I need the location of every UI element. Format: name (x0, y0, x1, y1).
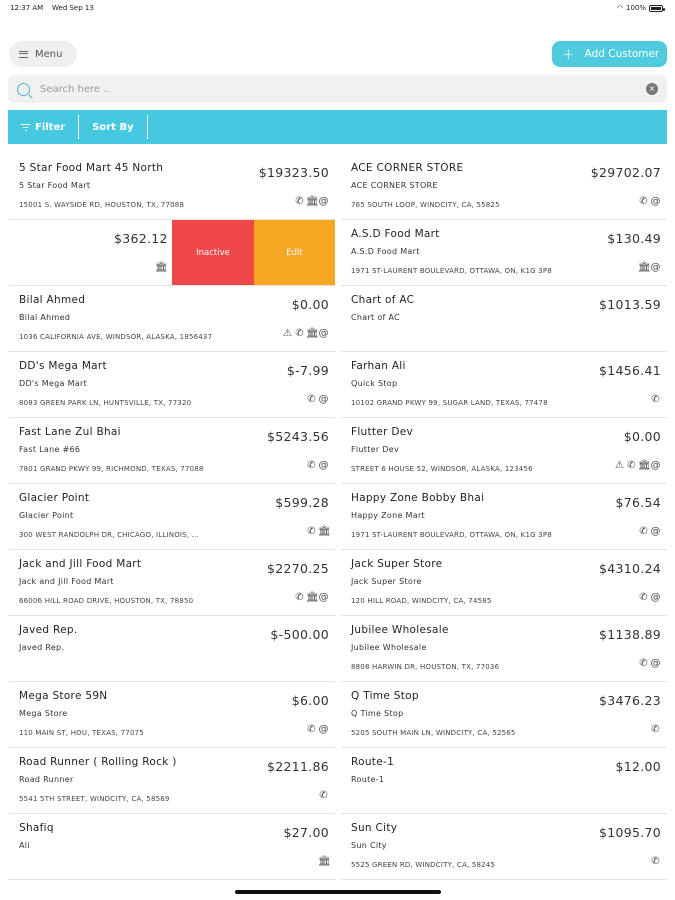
customer-business: Happy Zone Mart (351, 511, 425, 520)
customer-column-right (341, 154, 667, 880)
sort-by-label: Sort By (92, 121, 134, 133)
email-icon[interactable]: @ (650, 658, 661, 669)
customer-balance: $4310.24 (598, 561, 661, 576)
customer-name: Javed Rep. (19, 624, 78, 636)
customer-address: 15001 S. WAYSIDE RD, HOUSTON, TX, 77088 (19, 201, 185, 209)
customer-business: Glacier Point (19, 511, 74, 520)
customer-business: Fast Lane #66 (19, 445, 81, 454)
bank-icon[interactable]: 🏛 (318, 526, 331, 537)
customer-name: Jack Super Store (351, 558, 443, 570)
search-input[interactable] (40, 84, 600, 95)
customer-business: Jubilee Wholesale (351, 643, 427, 652)
phone-icon[interactable]: ✆ (639, 526, 648, 537)
contact-icons (650, 724, 661, 735)
customer-card[interactable] (9, 220, 335, 286)
sort-by-button[interactable] (79, 115, 147, 139)
customer-address: 8808 HARWIN DR, HOUSTON, TX, 77036 (351, 663, 500, 671)
customer-address: 300 WEST RANDOLPH DR, CHICAGO, ILLINOIS, ... (19, 531, 199, 539)
customer-name: Road Runner ( Rolling Rock ) (19, 756, 177, 768)
customer-address: 7801 GRAND PKWY 99, RICHMOND, TEXAS, 77088 (19, 465, 204, 473)
contact-icons (638, 592, 661, 603)
phone-icon[interactable]: ✆ (295, 592, 304, 603)
email-icon[interactable]: @ (318, 394, 329, 405)
hamburger-icon (19, 51, 28, 58)
customer-business: Route-1 (351, 775, 385, 784)
customer-name: Jack and Jill Food Mart (19, 558, 142, 570)
customer-card[interactable] (341, 814, 667, 880)
contact-icons (155, 262, 166, 273)
phone-icon[interactable]: ✆ (639, 592, 648, 603)
customer-balance: $2270.25 (266, 561, 329, 576)
customer-business: Jack and Jill Food Mart (19, 577, 114, 586)
customer-balance: $6.00 (291, 693, 329, 708)
email-icon[interactable]: @ (318, 196, 329, 207)
customer-balance: $0.00 (623, 429, 661, 444)
status-bar (0, 0, 675, 18)
menu-button[interactable] (9, 41, 77, 67)
customer-business: ACE CORNER STORE (351, 181, 438, 190)
customer-business: Chart of AC (351, 313, 400, 322)
customer-name: Sun City (351, 822, 398, 834)
contact-icons (638, 658, 661, 669)
contact-icons (638, 262, 661, 273)
customer-balance: $0.00 (291, 297, 329, 312)
bank-icon[interactable]: 🏛 (306, 328, 319, 339)
customer-address: 5541 5TH STREET, WINDCITY, CA, 58569 (19, 795, 170, 803)
customer-name: Bilal Ahmed (19, 294, 86, 306)
customer-balance: $3476.23 (598, 693, 661, 708)
customer-name: Fast Lane Zul Bhai (19, 426, 121, 438)
contact-icons (306, 724, 329, 735)
customer-card[interactable] (9, 484, 335, 550)
phone-icon[interactable]: ✆ (639, 658, 648, 669)
customer-name: Shafiq (19, 822, 54, 834)
plus-icon: + (562, 44, 575, 63)
customer-balance: $362.12 (114, 231, 168, 246)
filter-button[interactable] (8, 115, 79, 139)
home-indicator (235, 890, 441, 894)
filter-icon (21, 124, 30, 131)
status-right (617, 4, 663, 12)
contact-icons (638, 526, 661, 537)
customer-card[interactable] (341, 286, 667, 352)
add-customer-label: Add Customer (584, 48, 660, 60)
filter-label: Filter (35, 121, 66, 133)
customer-business: 5 Star Food Mart (19, 181, 91, 190)
phone-icon[interactable]: ✆ (627, 460, 636, 471)
customer-address: 765 SOUTH LOOP, WINDCITY, CA, 55825 (351, 201, 500, 209)
bank-icon[interactable]: 🏛 (638, 460, 651, 471)
customer-business: Sun City (351, 841, 387, 850)
phone-icon[interactable]: ✆ (307, 724, 316, 735)
contact-icons (614, 460, 661, 471)
customer-card[interactable] (341, 748, 667, 814)
customer-balance: $1013.59 (598, 297, 661, 312)
customer-business: Bilal Ahmed (19, 313, 71, 322)
customer-business: Mega Store (19, 709, 68, 718)
customer-balance: $130.49 (607, 231, 661, 246)
inactive-button[interactable]: Inactive (172, 220, 254, 285)
email-icon[interactable]: @ (650, 526, 661, 537)
customer-balance: $27.00 (283, 825, 329, 840)
customer-name: Mega Store 59N (19, 690, 108, 702)
phone-icon[interactable]: ✆ (307, 394, 316, 405)
customer-business: Jack Super Store (351, 577, 422, 586)
customer-balance: $5243.56 (266, 429, 329, 444)
customer-name: Q Time Stop (351, 690, 419, 702)
customer-card[interactable] (9, 616, 335, 682)
clear-icon[interactable]: × (646, 83, 658, 95)
customer-card[interactable] (9, 682, 335, 748)
customer-address: 120 HILL ROAD, WINDCITY, CA, 74585 (351, 597, 492, 605)
customer-card[interactable] (9, 814, 335, 880)
phone-icon[interactable]: ✆ (639, 196, 648, 207)
contact-icons (638, 196, 661, 207)
wifi-icon: ◠ (616, 4, 623, 12)
customer-card[interactable] (341, 220, 667, 286)
customer-business: Ali (19, 841, 30, 850)
phone-icon[interactable]: ✆ (651, 724, 660, 735)
contact-icons (294, 196, 329, 207)
customer-address: 8083 GREEN PARK LN, HUNTSVILLE, TX, 77320 (19, 399, 192, 407)
customer-balance: $76.54 (615, 495, 661, 510)
customer-address: 5525 GREEN RD, WINDCITY, CA, 58245 (351, 861, 496, 869)
customer-address: STREET 6 HOUSE 52, WINDSOR, ALASKA, 123456 (351, 465, 533, 473)
customer-name: Route-1 (351, 756, 395, 768)
email-icon[interactable]: @ (650, 592, 661, 603)
battery-percent: 100% (625, 4, 646, 12)
phone-icon[interactable]: ✆ (651, 394, 660, 405)
bank-icon[interactable]: 🏛 (306, 196, 319, 207)
bank-icon[interactable]: 🏛 (306, 592, 319, 603)
customer-business: Quick Stop (351, 379, 398, 388)
customer-card[interactable] (9, 418, 335, 484)
customer-business: DD's Mega Mart (19, 379, 88, 388)
customer-card[interactable] (9, 286, 335, 352)
battery-icon (649, 5, 663, 12)
bank-icon[interactable]: 🏛 (638, 262, 651, 273)
contact-icons (650, 394, 661, 405)
customer-business: A.S.D Food Mart (351, 247, 420, 256)
email-icon[interactable]: @ (318, 460, 329, 471)
customer-balance: $-7.99 (286, 363, 329, 378)
contact-icons (650, 856, 661, 867)
customer-card[interactable] (341, 418, 667, 484)
customer-business: Javed Rep. (19, 643, 65, 652)
customer-address: 5205 SOUTH MAIN LN, WINDCITY, CA, 52565 (351, 729, 516, 737)
customer-name: Flutter Dev (351, 426, 414, 438)
customer-balance: $2211.86 (266, 759, 329, 774)
add-customer-button[interactable] (552, 41, 667, 67)
email-icon[interactable]: @ (318, 592, 329, 603)
status-date: Wed Sep 13 (52, 4, 94, 12)
phone-icon[interactable]: ✆ (295, 196, 304, 207)
email-icon[interactable]: @ (650, 460, 661, 471)
customer-card[interactable] (341, 550, 667, 616)
search-bar (8, 75, 667, 103)
customer-card[interactable] (341, 484, 667, 550)
phone-icon[interactable]: ✆ (651, 856, 660, 867)
warning-icon[interactable]: ⚠ (615, 460, 624, 471)
customer-balance: $599.28 (275, 495, 329, 510)
customer-business: Road Runner (19, 775, 74, 784)
email-icon[interactable]: @ (318, 328, 329, 339)
customer-card[interactable] (9, 550, 335, 616)
customer-card[interactable] (341, 154, 667, 220)
phone-icon[interactable]: ✆ (307, 460, 316, 471)
customer-address: 1971 ST-LAURENT BOULEVARD, OTTAWA, ON, K1G 3P8 (351, 267, 552, 275)
status-time: 12:37 AM (10, 4, 44, 12)
customer-name: Chart of AC (351, 294, 415, 306)
contact-icons (306, 394, 329, 405)
customer-address: 66006 HILL ROAD DRIVE, HOUSTON, TX, 78850 (19, 597, 194, 605)
contact-icons (306, 460, 329, 471)
customer-name: Jubilee Wholesale (351, 624, 449, 636)
customer-card[interactable] (341, 682, 667, 748)
email-icon[interactable]: @ (650, 262, 661, 273)
customer-balance: $29702.07 (590, 165, 661, 180)
customer-address: 10102 GRAND PKWY 99, SUGAR LAND, TEXAS, 77478 (351, 399, 548, 407)
customer-name: Happy Zone Bobby Bhai (351, 492, 485, 504)
phone-icon[interactable]: ✆ (319, 790, 328, 801)
email-icon[interactable]: @ (650, 196, 661, 207)
customer-card[interactable] (9, 352, 335, 418)
phone-icon[interactable]: ✆ (295, 328, 304, 339)
contact-icons (306, 526, 329, 537)
email-icon[interactable]: @ (318, 724, 329, 735)
customer-name: Glacier Point (19, 492, 90, 504)
warning-icon[interactable]: ⚠ (283, 328, 292, 339)
customer-name: 5 Star Food Mart 45 North (19, 162, 164, 174)
contact-icons (318, 790, 329, 801)
customer-card[interactable] (9, 154, 335, 220)
customer-card[interactable] (9, 748, 335, 814)
customer-balance: $1095.70 (598, 825, 661, 840)
filter-bar (8, 110, 667, 144)
contact-icons (282, 328, 329, 339)
customer-balance: $-500.00 (270, 627, 329, 642)
customer-balance: $1456.41 (598, 363, 661, 378)
customer-business: Q Time Stop (351, 709, 404, 718)
contact-icons (318, 856, 329, 867)
customer-balance: $12.00 (615, 759, 661, 774)
contact-icons (294, 592, 329, 603)
customer-name: A.S.D Food Mart (351, 228, 440, 240)
customer-address: 1036 CALIFORNIA AVE, WINDSOR, ALASKA, 1856437 (19, 333, 213, 341)
customer-name: ACE CORNER STORE (351, 162, 464, 174)
customer-address: 1971 ST-LAURENT BOULEVARD, OTTAWA, ON, K1G 3P8 (351, 531, 552, 539)
edit-button[interactable]: Edit (254, 220, 335, 285)
customer-name: Farhan Ali (351, 360, 406, 372)
customer-business: Flutter Dev (351, 445, 400, 454)
bank-icon[interactable]: 🏛 (318, 856, 331, 867)
customer-address: 110 MAIN ST, HOU, TEXAS, 77075 (19, 729, 144, 737)
customer-balance: $19323.50 (258, 165, 329, 180)
customer-card[interactable] (341, 616, 667, 682)
menu-label: Menu (35, 48, 63, 60)
phone-icon[interactable]: ✆ (307, 526, 316, 537)
customer-card[interactable] (341, 352, 667, 418)
customer-name: DD's Mega Mart (19, 360, 107, 372)
search-icon (17, 83, 30, 96)
customer-column-left (9, 154, 335, 880)
customer-balance: $1138.89 (598, 627, 661, 642)
bank-icon[interactable]: 🏛 (155, 262, 168, 273)
